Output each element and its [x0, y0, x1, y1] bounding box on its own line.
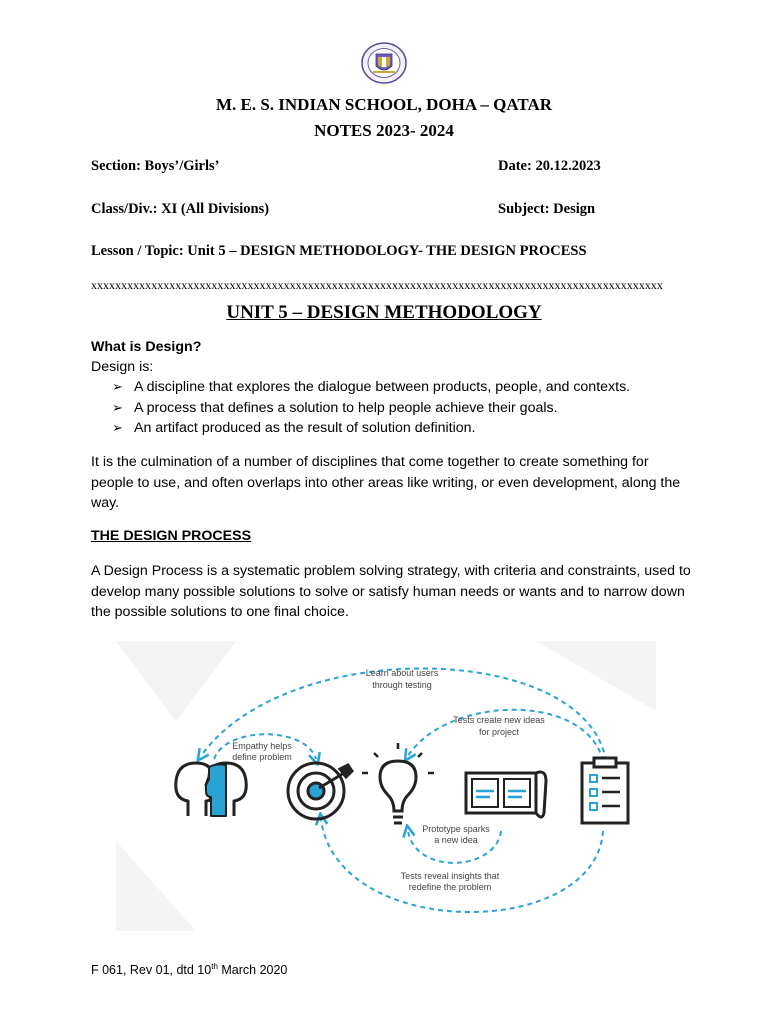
- design-process-diagram: [116, 641, 656, 931]
- lesson-topic: Lesson / Topic: Unit 5 – DESIGN METHODOLOGY- THE DESIGN PROCESS: [91, 243, 587, 259]
- footer-text: F 061, Rev 01, dtd 10: [91, 963, 212, 978]
- target-icon: [288, 763, 352, 819]
- notes-year: NOTES 2023- 2024: [314, 121, 454, 140]
- unit-title: [0, 302, 768, 324]
- school-logo: [361, 42, 407, 84]
- subject-field: Subject: Design: [498, 201, 596, 217]
- school-name: M. E. S. INDIAN SCHOOL, DOHA – QATAR: [215, 95, 553, 114]
- label-prototype-line-1: Prototype sparks: [422, 824, 490, 834]
- form-footer: [91, 962, 287, 977]
- class-field: Class/Div.: XI (All Divisions): [91, 201, 270, 217]
- arrow-bullet-icon: ➢: [112, 399, 123, 415]
- design-process-paragraph: A Design Process is a systematic problem solving strategy, with criteria and constraints, used to develop many possible solutions to solve or satisfy human needs or wants and to narrow down the possible solutions to one final choice.: [91, 563, 691, 620]
- footer-superscript: th: [211, 962, 218, 971]
- list-item: [112, 377, 712, 398]
- lightbulb-icon: [362, 743, 434, 823]
- list-item-text: An artifact produced as the result of solution definition.: [134, 420, 476, 436]
- design-process-heading: THE DESIGN PROCESS: [91, 528, 252, 544]
- arrow-bullet-icon: ➢: [112, 379, 123, 394]
- list-item: [112, 418, 712, 439]
- label-empathy-line-1: Empathy helps: [232, 741, 292, 751]
- design-is-intro: Design is:: [91, 359, 154, 375]
- label-tests-new-line-1: Tests create new ideas: [453, 715, 545, 725]
- prototype-wireframe-icon: [466, 772, 546, 817]
- unit-title-text: UNIT 5 – DESIGN METHODOLOGY: [226, 302, 542, 323]
- list-item-text: A discipline that explores the dialogue between products, people, and contexts.: [134, 379, 631, 395]
- label-reveal-line-1: Tests reveal insights that: [400, 871, 500, 881]
- design-definition-list: [112, 377, 712, 439]
- label-learn-line-1: Learn about users: [365, 668, 439, 678]
- label-learn-line-2: through testing: [372, 680, 432, 690]
- design-paragraph: It is the culmination of a number of disciplines that come together to create something for people to use, and often overlaps into other areas like writing, or even development, along the way.: [91, 454, 681, 511]
- label-reveal-line-2: redefine the problem: [408, 882, 492, 892]
- label-tests-new-line-2: for project: [478, 727, 520, 737]
- list-item: [112, 398, 712, 419]
- arrow-bullet-icon: ➢: [112, 420, 123, 435]
- label-prototype-line-2: a new idea: [434, 835, 478, 845]
- empathy-heads-icon: [176, 763, 247, 816]
- separator-line: xxxxxxxxxxxxxxxxxxxxxxxxxxxxxxxxxxxxxxxxxxxxxxxxxxxxxxxxxxxxxxxxxxxxxxxxxxxxxxxxxxxxxxxxxxxxxxx: [91, 278, 663, 292]
- date-field: Date: 20.12.2023: [498, 158, 601, 174]
- label-empathy-line-2: define problem: [232, 752, 292, 762]
- clipboard-test-icon: [582, 758, 628, 823]
- what-is-design-heading: What is Design?: [91, 339, 202, 355]
- list-item-text: A process that defines a solution to help people achieve their goals.: [134, 399, 558, 416]
- section-field: Section: Boys’/Girls’: [91, 158, 220, 174]
- footer-date-suffix: March 2020: [217, 963, 288, 978]
